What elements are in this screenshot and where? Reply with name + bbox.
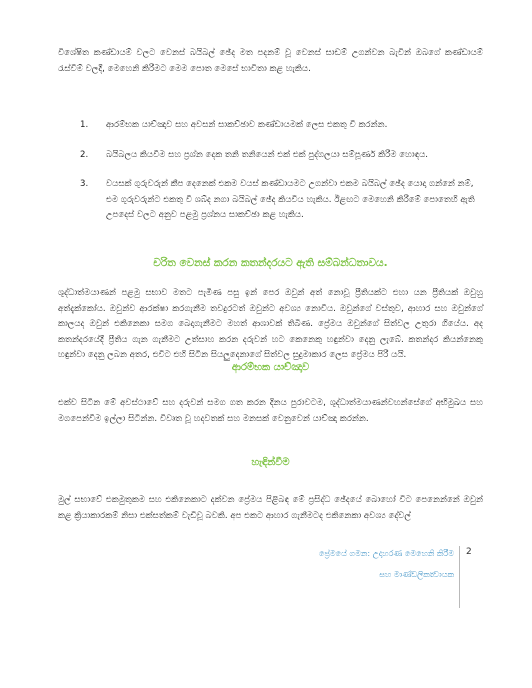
list-number: 3. — [80, 179, 89, 189]
list-item — [80, 148, 480, 164]
list-text: වයසක් ගුරුවරුන් කීප දෙනෙක් එකම වයස් කණ්ඩායමට උගන්වා එකම බයිබල් ඡේද යොදා ගන්නේ නම්, එම ගුරුවරුන්ට එකතු වී ශබ්ද නගා බයිබල් ඡේද කියවිය හැකිය. ඊළඟට මෙහෙනි කිරීමේ පොතෙහි ඇති උපදෙස් වලට අනුව පළමු ප්‍රශ්නය සාකච්ඡා කළ හැකිය. — [106, 179, 475, 220]
section-body-introduction: මුල් සභාවේ එකමුතුකම සහ එකිනෙකාට දක්වන ප්‍රේමය පිළිබඳ මේ ප්‍රසිද්ධ ඡේදයේ බොහෝ විට පෙනෙන්නේ ඔවුන් කළ ක්‍රියාකාරකම් නිසා එක්සත්කම් වැඩිවූ බවකි. අප එකට ආහාර ගැනීමටද එකිනෙකා අවශ්‍ය දේවල් — [58, 495, 483, 521]
section-body-story-link: ශුද්ධාත්මයාණන් පළමු සභාව මතට පැමිණ පසු ඉන් පෙර ඔවුන් අත් නොවූ ප්‍රීතියක්ට එහා යන ප්‍රීතියක් ඔවුහු අත්දැක්කෝය. ඔවුන්ව ආරක්ෂා කරගැනීම තවදුරටත් ඔවුන්ට අවශ්‍ය නොවීය. ඔවුන්ගේ වස්තුව, ආහාර සහ ඔවුන්ගේ කාලයද ඔවුන් එකිනෙකා සමග බෙදාගැනීමට මහත් ආශාවක් තිබිණ. ප්‍රේමය ඔවුන්ගේ සිත්වල උතුරා ගියේය. අද කතන්දරයේදී ප්‍රීතිය ගැන ගැනීමට උත්සාහ කරන දරුවන් හට කෙනෙකු හඳුන්වා දෙනු ලැබේ. කතන්දර කියන්නෙකු හඳුන්වා දෙනු ලබන අතර, එවිට එහි සිටින සියලුදෙනාගේ සිත්වල සුදුමාකාර ලෙස ප්‍රේමය පිරී යයි. — [58, 288, 483, 360]
section-body-opening-prayer: එක්ව සිටින මේ අවස්ථාවේ සහ දරුවන් සමග ගත කරන දිනය පුරාවටම, ශුද්ධාත්මයාණන්වහන්සේගේ අභිමුඛය සහ මගපෙන්වීම ඉල්ලා සිටින්න. විවෘත වූ හදවතක් සහ මනසක් වෙනුවෙන් යාච්ඤා කරන්න. — [58, 398, 483, 424]
list-number: 2. — [80, 149, 89, 160]
instruction-list — [80, 118, 480, 238]
section-heading-introduction: හැඳින්වීම — [251, 457, 290, 468]
footer-divider — [459, 546, 460, 608]
footer-subtitle: සහ මාණ්ඩලිකත්‍වායක — [379, 570, 454, 579]
list-text: බයිබලය කියවීම සහ ප්‍රශ්න දෙක තනි තනියෙන් එක් එක් පුද්ගලයා සම්පූර්ණ කිරීම හොඳය. — [106, 149, 428, 160]
list-text: ආරම්භක යාච්ඤාව සහ අවසන් සාකච්ඡාව කණ්ඩායමක් ලෙස එකතු වී කරන්න. — [106, 120, 388, 130]
list-item — [80, 118, 480, 134]
list-number: 1. — [80, 120, 89, 130]
list-item — [80, 177, 480, 224]
section-heading-opening-prayer: ආරම්භක යාච්ඤාව — [231, 362, 310, 373]
section-heading-story-link: චරිත වෙනස් කරන කතන්දරයට ඇති සම්බන්ධතාවය. — [153, 257, 388, 269]
page-number: 2 — [466, 547, 472, 557]
footer-title: ප්‍රේමයේ ගමන: උදාහරණ මෙහෙනි කිරීම — [319, 549, 454, 558]
intro-paragraph: විශේෂිත කණ්ඩායම් වලට වෙනස් බයිබල් ඡේද මත පදනම් වූ වෙනස් සාඩම් උගන්වන බැවින් ඔබගේ කණ්ඩායම් රැස්වීම් වලදී, මෙහෙනි කිරීමට මෙම පොත මෙසේ භාවිතා කළ හැකිය. — [58, 48, 483, 74]
